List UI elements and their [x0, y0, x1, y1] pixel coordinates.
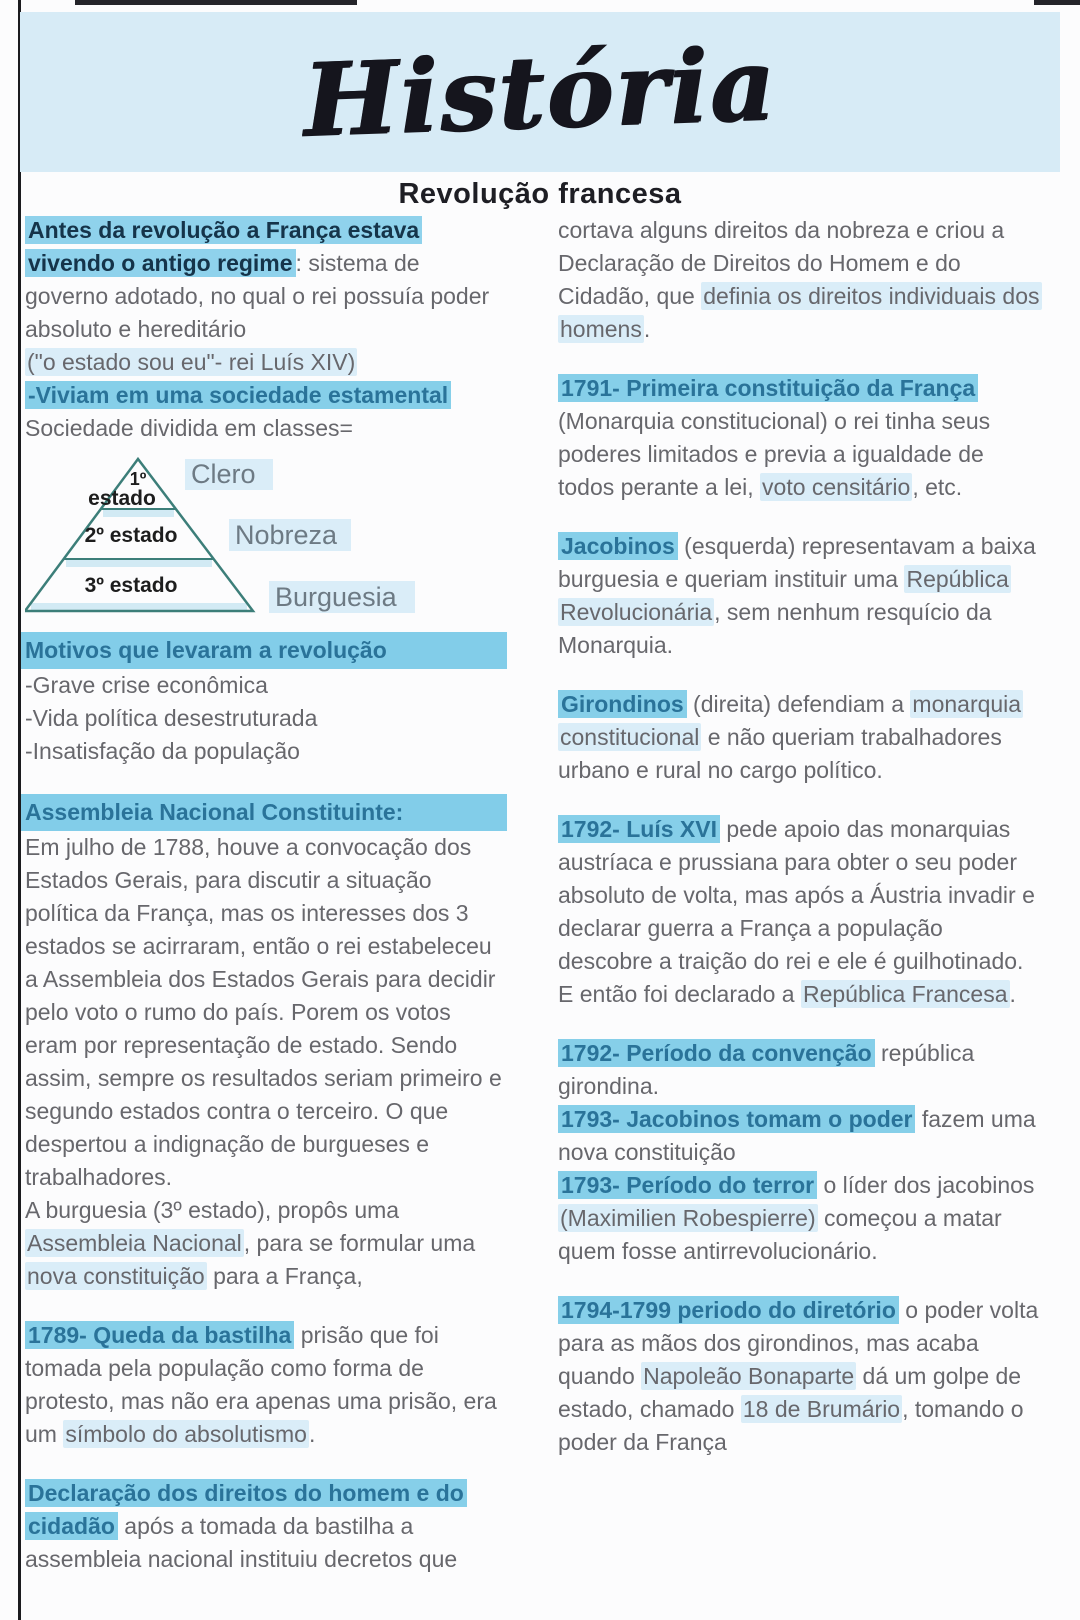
text-segment: república girondina. [558, 1040, 975, 1099]
text-segment: prisão que foi tomada pela população como forma de protesto, mas não era apenas uma prisão, era um [25, 1322, 497, 1447]
side-label-nobreza: Nobreza [235, 520, 338, 550]
text-segment: 1791- Primeira constituição da França [558, 374, 978, 402]
paragraph [558, 1037, 1040, 1103]
paragraph [25, 1194, 503, 1293]
text-segment: após a tomada da bastilha a assembleia nacional instituiu decretos que [25, 1513, 458, 1572]
text-segment: cortava alguns direitos da nobreza e criou a Declaração de Direitos do Homem e do Cidadão, que [558, 217, 1005, 309]
text-segment: começou a matar quem fosse antirrevolucionário. [558, 1205, 1002, 1264]
text-segment: 18 de Brumário [742, 1396, 901, 1422]
side-label-burguesia: Burguesia [275, 582, 397, 612]
section-heading [21, 632, 507, 669]
text-segment: , etc. [912, 474, 963, 500]
tier-tint [31, 603, 247, 610]
text-segment: ("o estado sou eu"- rei Luís XIV) [27, 349, 356, 375]
text-segment: Sociedade dividida em classes= [25, 415, 353, 441]
paragraph [25, 735, 503, 768]
text-segment: , para se formular uma [243, 1230, 476, 1256]
text-segment: : sistema de governo adotado, no qual o rei possuía poder absoluto e hereditário [25, 250, 490, 342]
text-segment: , sem nenhum resquício da Monarquia. [558, 599, 992, 658]
paragraph [558, 214, 1040, 346]
text-segment: monarquia constitucional [560, 691, 1022, 750]
text-segment: (Maximilien Robespierre) [560, 1205, 816, 1231]
paragraph [558, 1169, 1040, 1268]
text-segment: Motivos que levaram a revolução [25, 637, 387, 663]
text-segment: para a França, [206, 1263, 363, 1289]
paragraph [558, 1103, 1040, 1169]
text-segment: voto censitário [762, 474, 911, 500]
text-segment: Napoleão Bonaparte [643, 1363, 855, 1389]
text-segment: dá um golpe de estado, chamado [558, 1363, 1022, 1422]
text-segment: -Viviam em uma sociedade estamental [25, 381, 451, 409]
header-banner [20, 12, 1060, 172]
text-segment: definia os direitos individuais dos homens [560, 283, 1040, 342]
paragraph [25, 669, 503, 702]
text-segment: nova constituição [27, 1263, 205, 1289]
paragraph [25, 831, 503, 1194]
notes-right-column [558, 214, 1040, 1459]
text-segment: 1789- Queda da bastilha [25, 1321, 294, 1349]
text-segment: fazem uma nova constituição [558, 1106, 1036, 1165]
tier-tint [66, 560, 212, 567]
paragraph [25, 214, 503, 346]
text-segment: 1792- Luís XVI [558, 815, 720, 843]
photo-top-mark [1034, 0, 1080, 5]
text-segment: (Monarquia constitucional) o rei tinha seus poderes limitados e previa a igualdade de todos perante a lei, [558, 408, 991, 500]
text-segment: Girondinos [558, 690, 687, 718]
tier-2-label: 2º estado [84, 524, 178, 547]
text-segment: Declaração dos direitos do homem e do cidadão [25, 1479, 467, 1540]
text-segment: 1794-1799 periodo do diretório [558, 1296, 899, 1324]
text-segment: 1793- Jacobinos tomam o poder [558, 1105, 915, 1133]
paragraph [25, 1477, 503, 1576]
text-segment: (esquerda) representavam a baixa burguesia e queriam instituir uma [558, 533, 1036, 592]
text-segment: . [308, 1421, 316, 1447]
text-segment: (direita) defendiam a [686, 691, 911, 717]
side-label-clero: Clero [191, 459, 256, 489]
page-title: História [301, 24, 779, 160]
paragraph [558, 813, 1040, 1011]
text-segment: Assembleia Nacional Constituinte: [25, 799, 404, 825]
text-segment: A burguesia (3º estado), propôs uma [25, 1197, 400, 1223]
text-segment: Assembleia Nacional [27, 1230, 242, 1256]
paragraph [558, 688, 1040, 787]
text-segment: . [643, 316, 651, 342]
text-segment: Antes da revolução a França estava vivendo o antigo regime [25, 216, 422, 277]
page-subtitle: Revolução francesa [398, 178, 682, 210]
paragraph [558, 1294, 1040, 1459]
text-segment: República Revolucionária [560, 566, 1009, 625]
text-segment: símbolo do absolutismo [65, 1421, 307, 1447]
tier-1-ordinal: 1º [129, 469, 147, 489]
paragraph [25, 412, 503, 445]
text-segment: -Insatisfação da população [25, 738, 300, 764]
paragraph [25, 379, 503, 412]
paragraph [25, 346, 503, 379]
tier-1-word: estado [88, 487, 156, 510]
text-segment: Em julho de 1788, houve a convocação dos Estados Gerais, para discutir a situação política da França, mas os interesses dos 3 estados se acirraram, então o rei estabeleceu a Assembleia dos Estados Gerais para decidir pelo voto o rumo do país. Porem os votos eram por representação de estado. Sendo assim, sempre os resultados seriam primeiro e segundo estados contra o terceiro. O que despertou a indignação de burgueses e trabalhadores. [25, 834, 502, 1190]
text-segment: o poder volta para as mãos dos girondinos, mas acaba quando [558, 1297, 1039, 1389]
text-segment: 1792- Período da convenção [558, 1039, 875, 1067]
text-segment: e não queriam trabalhadores urbano e rural no cargo político. [558, 724, 1002, 783]
tier-tint [103, 510, 174, 517]
text-segment: República Francesa [802, 981, 1008, 1007]
tier-3-label: 3º estado [84, 574, 178, 597]
notes-left-column [25, 214, 503, 1576]
text-segment: . [1009, 981, 1016, 1007]
photo-top-mark [75, 0, 357, 5]
text-segment: -Grave crise econômica [25, 672, 268, 698]
text-segment: o líder dos jacobinos [817, 1172, 1035, 1198]
text-segment: -Vida política desestruturada [25, 705, 318, 731]
pyramid-svg [25, 451, 495, 623]
text-segment: pede apoio das monarquias austríaca e prussiana para obter o seu poder absoluto de volta, mas após a Áustria invadir e declarar guerra a França a população descobre a traição do rei e ele é guilhotinado. E então foi declarado a [558, 816, 1035, 1007]
section-heading [21, 794, 507, 831]
paragraph [25, 702, 503, 735]
text-segment: Jacobinos [558, 532, 678, 560]
paragraph [558, 372, 1040, 504]
paragraph [25, 1319, 503, 1451]
paragraph [558, 530, 1040, 662]
text-segment: , tomando o poder da França [558, 1396, 1024, 1455]
estates-pyramid-diagram [25, 451, 503, 632]
text-segment: 1793- Período do terror [558, 1171, 817, 1199]
